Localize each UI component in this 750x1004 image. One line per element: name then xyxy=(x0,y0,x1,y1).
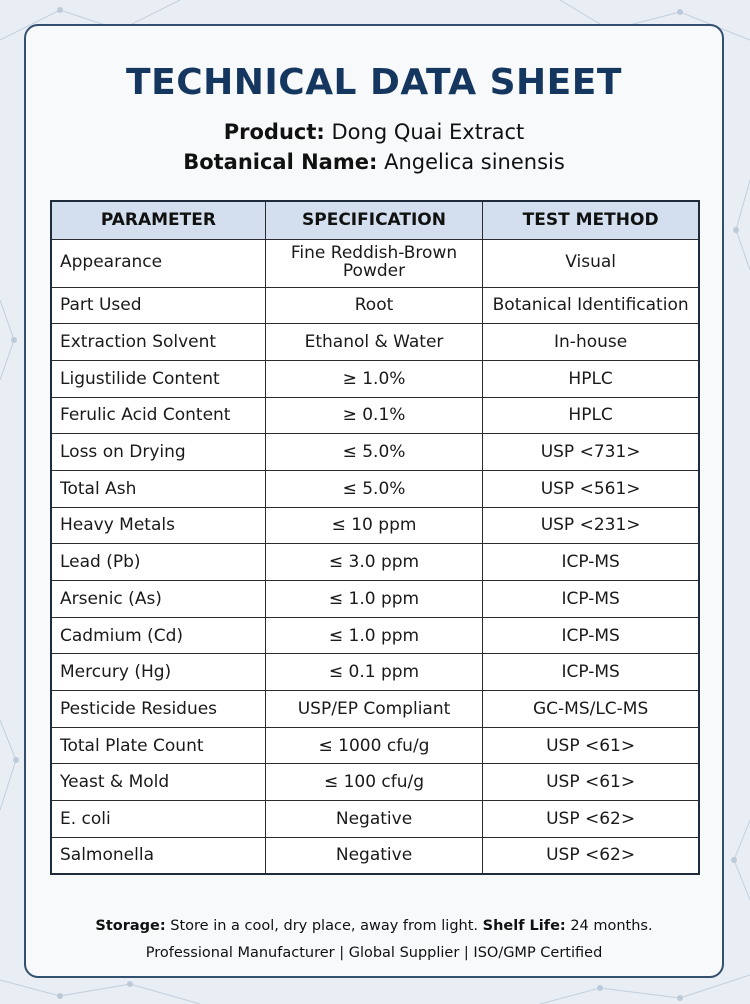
specification-cell: ≤ 1.0 ppm xyxy=(265,617,482,654)
parameter-cell: Extraction Solvent xyxy=(51,324,265,361)
storage-label: Storage: xyxy=(95,918,166,934)
parameter-cell: Mercury (Hg) xyxy=(51,654,265,691)
table-row xyxy=(51,507,699,544)
shelf-life-value: 24 months. xyxy=(570,918,653,934)
test-method-cell: HPLC xyxy=(483,397,699,434)
parameter-cell: Yeast & Mold xyxy=(51,764,265,801)
table-row xyxy=(51,654,699,691)
parameter-cell: Lead (Pb) xyxy=(51,544,265,581)
specification-cell: ≤ 1.0 ppm xyxy=(265,581,482,618)
table-body xyxy=(51,239,699,874)
table-row xyxy=(51,324,699,361)
parameter-cell: Pesticide Residues xyxy=(51,691,265,728)
product-value: Dong Quai Extract xyxy=(331,120,525,144)
table-row xyxy=(51,360,699,397)
specification-cell: Ethanol & Water xyxy=(265,324,482,361)
column-header-test-method: TEST METHOD xyxy=(483,201,699,239)
specification-cell: ≤ 10 ppm xyxy=(265,507,482,544)
specification-cell: Fine Reddish-Brown Powder xyxy=(265,239,482,287)
test-method-cell: USP <62> xyxy=(483,801,699,838)
botanical-label: Botanical Name: xyxy=(183,150,378,174)
test-method-cell: In-house xyxy=(483,324,699,361)
specification-cell: ≥ 0.1% xyxy=(265,397,482,434)
specification-cell: ≤ 3.0 ppm xyxy=(265,544,482,581)
parameter-cell: Salmonella xyxy=(51,837,265,874)
parameter-cell: Part Used xyxy=(51,287,265,324)
tagline: Professional Manufacturer | Global Supplier | ISO/GMP Certified xyxy=(145,945,603,961)
storage-line xyxy=(26,918,722,934)
parameter-cell: E. coli xyxy=(51,801,265,838)
specification-cell: Negative xyxy=(265,801,482,838)
column-header-specification: SPECIFICATION xyxy=(265,201,482,239)
parameter-cell: Ferulic Acid Content xyxy=(51,397,265,434)
test-method-cell: Botanical Identification xyxy=(483,287,699,324)
specification-cell: ≤ 5.0% xyxy=(265,434,482,471)
parameter-cell: Ligustilide Content xyxy=(51,360,265,397)
test-method-cell: USP <561> xyxy=(483,470,699,507)
parameter-cell: Loss on Drying xyxy=(51,434,265,471)
table-row xyxy=(51,617,699,654)
storage-value: Store in a cool, dry place, away from light. xyxy=(170,918,479,934)
test-method-cell: ICP-MS xyxy=(483,581,699,618)
table-row xyxy=(51,287,699,324)
specification-cell: ≥ 1.0% xyxy=(265,360,482,397)
test-method-cell: USP <62> xyxy=(483,837,699,874)
table-row xyxy=(51,470,699,507)
page-title: TECHNICAL DATA SHEET xyxy=(126,62,622,103)
shelf-life-label: Shelf Life: xyxy=(482,918,566,934)
test-method-cell: ICP-MS xyxy=(483,617,699,654)
table-row xyxy=(51,837,699,874)
data-sheet-card xyxy=(24,24,724,978)
table-row xyxy=(51,544,699,581)
specification-cell: ≤ 0.1 ppm xyxy=(265,654,482,691)
specification-cell: Root xyxy=(265,287,482,324)
parameter-cell: Total Plate Count xyxy=(51,727,265,764)
specification-cell: ≤ 5.0% xyxy=(265,470,482,507)
test-method-cell: HPLC xyxy=(483,360,699,397)
test-method-cell: USP <61> xyxy=(483,764,699,801)
product-label: Product: xyxy=(223,120,325,144)
test-method-cell: ICP-MS xyxy=(483,654,699,691)
specification-cell: USP/EP Compliant xyxy=(265,691,482,728)
parameter-cell: Arsenic (As) xyxy=(51,581,265,618)
botanical-name-line xyxy=(26,150,722,174)
specification-table xyxy=(50,200,700,875)
test-method-cell: ICP-MS xyxy=(483,544,699,581)
test-method-cell: USP <231> xyxy=(483,507,699,544)
specification-cell: ≤ 100 cfu/g xyxy=(265,764,482,801)
table-row xyxy=(51,397,699,434)
specification-cell: Negative xyxy=(265,837,482,874)
table-row xyxy=(51,727,699,764)
test-method-cell: USP <61> xyxy=(483,727,699,764)
botanical-value: Angelica sinensis xyxy=(384,150,565,174)
specification-cell: ≤ 1000 cfu/g xyxy=(265,727,482,764)
table-row xyxy=(51,801,699,838)
table-row xyxy=(51,581,699,618)
column-header-parameter: PARAMETER xyxy=(51,201,265,239)
table-row xyxy=(51,764,699,801)
table-header-row xyxy=(51,201,699,239)
test-method-cell: Visual xyxy=(483,239,699,287)
table-row xyxy=(51,239,699,287)
test-method-cell: GC-MS/LC-MS xyxy=(483,691,699,728)
parameter-cell: Appearance xyxy=(51,239,265,287)
product-line xyxy=(26,120,722,144)
table-row xyxy=(51,434,699,471)
parameter-cell: Heavy Metals xyxy=(51,507,265,544)
parameter-cell: Cadmium (Cd) xyxy=(51,617,265,654)
table-row xyxy=(51,691,699,728)
test-method-cell: USP <731> xyxy=(483,434,699,471)
parameter-cell: Total Ash xyxy=(51,470,265,507)
